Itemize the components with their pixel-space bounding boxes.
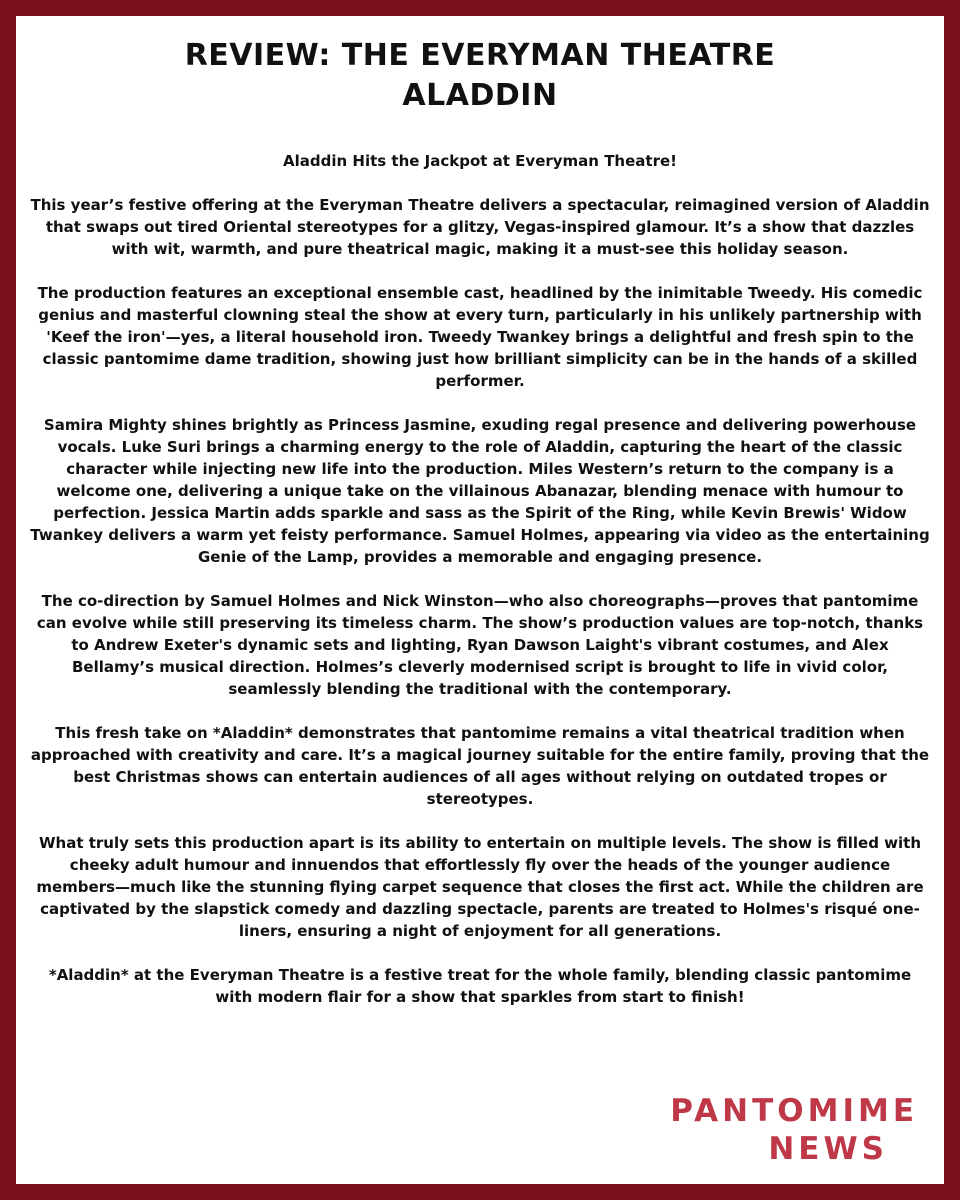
article-paragraph: *Aladdin* at the Everyman Theatre is a festive treat for the whole family, blending classic pantomime with modern flair for a show that sparkles from start to finish! — [48, 966, 912, 1006]
article-paragraph: The co-direction by Samuel Holmes and Nick Winston—who also choreographs—proves that pantomime can evolve while still preserving its timeless charm. The show’s production values are top-notch, thanks to Andrew Exeter's dynamic sets and lighting, Ryan Dawson Laight's vibrant costumes, and Alex Bellamy’s musical direction. Holmes’s cleverly modernised script is brought to life in vivid color, seamlessly blending the traditional with the contemporary. — [36, 592, 924, 698]
article-paragraph: The production features an exceptional ensemble cast, headlined by the inimitable Tweedy. His comedic genius and masterful clowning steal the show at every turn, particularly in his unlikely partnership with 'Keef the iron'—yes, a literal household iron. Tweedy Twankey brings a delightful and fresh spin to the classic pantomime dame tradition, showing just how brilliant simplicity can be in the hands of a skilled performer. — [37, 284, 923, 390]
brand-logo — [670, 1092, 918, 1168]
review-article — [30, 150, 930, 1030]
article-paragraph: This year’s festive offering at the Everyman Theatre delivers a spectacular, reimagined version of Aladdin that swaps out tired Oriental stereotypes for a glitzy, Vegas-inspired glamour. It’s a show that dazzles with wit, warmth, and pure theatrical magic, making it a must-see this holiday season. — [30, 196, 930, 258]
brand-line-1: PANTOMIME — [670, 1093, 918, 1129]
page-title — [16, 36, 944, 116]
article-paragraph: Samira Mighty shines brightly as Princess Jasmine, exuding regal presence and delivering powerhouse vocals. Luke Suri brings a charming energy to the role of Aladdin, capturing the heart of the classic character while injecting new life into the production. Miles Western’s return to the company is a welcome one, delivering a unique take on the villainous Abanazar, blending menace with humour to perfection. Jessica Martin adds sparkle and sass as the Spirit of the Ring, while Kevin Brewis' Widow Twankey delivers a warm yet feisty performance. Samuel Holmes, appearing via video as the entertaining Genie of the Lamp, provides a memorable and engaging presence. — [30, 416, 930, 566]
article-headline: Aladdin Hits the Jackpot at Everyman Theatre! — [283, 152, 677, 170]
review-card — [16, 16, 944, 1184]
title-line-2: ALADDIN — [402, 78, 558, 113]
article-paragraph: This fresh take on *Aladdin* demonstrates that pantomime remains a vital theatrical tradition when approached with creativity and care. It’s a magical journey suitable for the entire family, proving that the best Christmas shows can entertain audiences of all ages without relying on outdated tropes or stereotypes. — [30, 724, 930, 808]
title-line-1: REVIEW: THE EVERYMAN THEATRE — [184, 38, 776, 73]
article-paragraph: What truly sets this production apart is its ability to entertain on multiple levels. The show is filled with cheeky adult humour and innuendos that effortlessly fly over the heads of the younger audience members—much like the stunning flying carpet sequence that closes the first act. While the children are captivated by the slapstick comedy and dazzling spectacle, parents are treated to Holmes's risqué one-liners, ensuring a night of enjoyment for all generations. — [36, 834, 924, 940]
brand-line-2: NEWS — [768, 1131, 888, 1167]
